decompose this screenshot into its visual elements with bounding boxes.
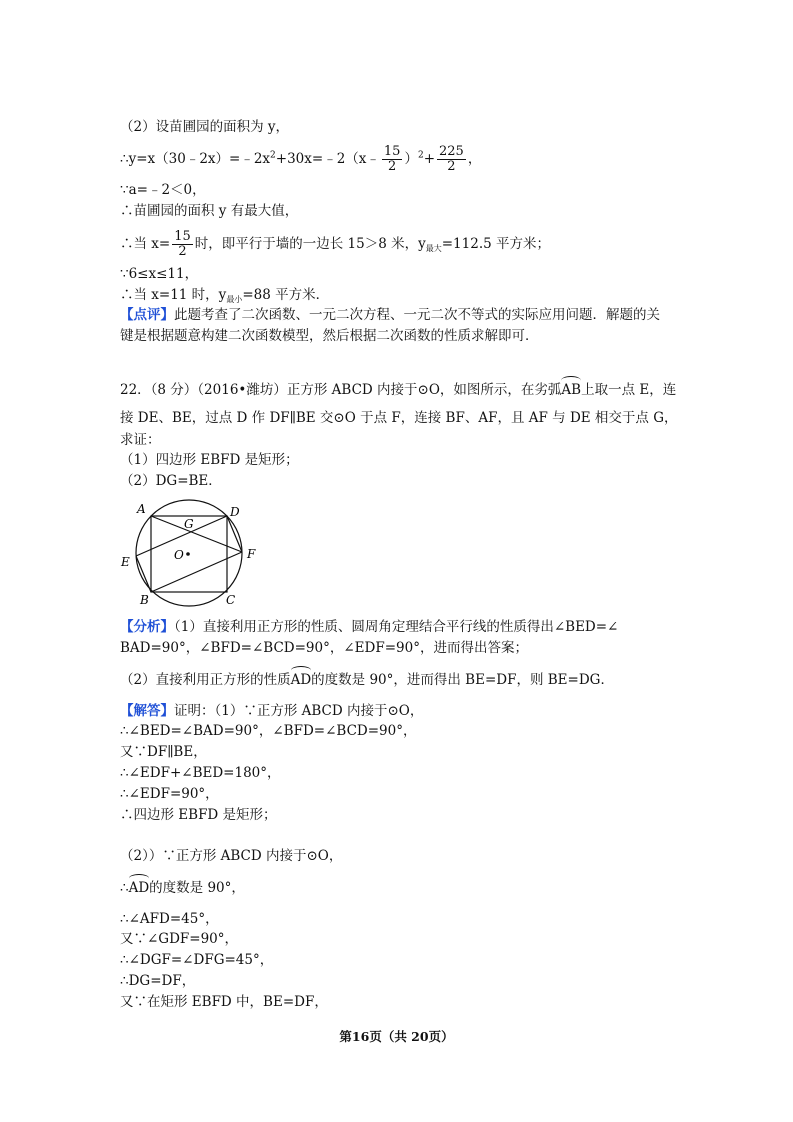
solution-line-10: 又∵∠GDF=90°，	[120, 931, 239, 947]
solution-line-4: ∴∠EDF+∠BED=180°，	[120, 765, 281, 781]
q22-line-4: （1）四边形 EBFD 是矩形；	[120, 452, 299, 468]
label-e: E	[121, 555, 130, 569]
solution-line-2: ∴∠BED=∠BAD=90°，∠BFD=∠BCD=90°，	[120, 723, 417, 739]
label-b: B	[140, 593, 149, 607]
part2-line-2: $\therefore y=x(30﹣2x)=﹣2x^2+30x=﹣2(x﹣$ $\frac{15}{2}$ ）$^2$+ $\frac{225}{2}$ ，	[120, 144, 482, 174]
solution-line-6: ∴四边形 EBFD 是矩形；	[120, 807, 277, 823]
part2-line-6: ∵6≤x≤11，	[120, 266, 199, 282]
segment-eb	[136, 556, 151, 592]
arc-ab: AB	[561, 382, 582, 398]
label-d: D	[230, 505, 240, 519]
label-g: G	[184, 517, 194, 531]
arc-ad: AD	[290, 672, 312, 688]
fraction: $\frac{15}{2}$	[174, 229, 191, 259]
part2-line-7: ∴当 x=11 时，$y_{最小}=88$ 平方米．	[120, 287, 330, 304]
solution-line-9: ∴∠AFD=45°，	[120, 911, 219, 927]
solution-tag: 【解答】	[120, 703, 174, 719]
segment-bf	[151, 552, 242, 592]
solution-line-13: 又∵在矩形 EBFD 中，BE=DF，	[120, 994, 328, 1010]
page-footer: 第16页（共 20页）	[339, 1029, 454, 1044]
solution-line-3: 又∵DF∥BE，	[120, 744, 207, 760]
analysis-tag: 【分析】	[120, 619, 174, 635]
fraction: $\frac{225}{2}$	[439, 144, 464, 174]
q22-line-3: 求证：	[120, 432, 161, 448]
analysis-line-3: （2）直接利用正方形的性质AD的度数是 90°，进而得出 BE=DF，则 BE=DG．	[120, 672, 614, 688]
geometry-figure	[118, 496, 268, 610]
label-a: A	[137, 502, 146, 516]
analysis-line-2: BAD=90°，∠BFD=∠BCD=90°，∠EDF=90°，进而得出答案；	[120, 640, 528, 656]
q22-line-2: 接 DE、BE，过点 D 作 DF∥BE 交⊙O 于点 F，连接 BF、AF，且 AF 与 DE 相交于点 G，	[120, 410, 678, 426]
solution-line-7: （2））∵正方形 ABCD 内接于⊙O，	[120, 848, 343, 864]
label-c: C	[226, 593, 236, 607]
part2-line-1: （2）设苗圃园的面积为 y，	[120, 119, 290, 135]
q22-line-5: （2）DG=BE．	[120, 473, 222, 489]
analysis-line-1: 【分析】（1）直接利用正方形的性质、圆周角定理结合平行线的性质得出∠BED=∠	[120, 619, 619, 635]
solution-line-1: 【解答】证明：（1）∵正方形 ABCD 内接于⊙O，	[120, 703, 424, 719]
part2-line-5: ∴当 x= $\frac{15}{2}$ 时，即平行于墙的一边长 15＞8 米，$y_{最大}=112.5$ 平方米；	[120, 229, 551, 259]
solution-line-12: ∴DG=DF，	[120, 973, 196, 989]
segment-af	[151, 516, 242, 552]
arc-ad-2: AD	[128, 880, 150, 896]
solution-line-5: ∴∠EDF=90°，	[120, 786, 219, 802]
comment-line-1: 【点评】此题考查了二次函数、一元二次方程、一元二次不等式的实际应用问题．解题的关	[120, 307, 660, 323]
fraction: $\frac{15}{2}$	[383, 144, 401, 174]
solution-line-8: ∴AD的度数是 90°，	[120, 880, 245, 896]
label-f: F	[247, 547, 256, 561]
part2-line-4: ∴苗圃园的面积 y 有最大值，	[120, 203, 299, 219]
comment-tag: 【点评】	[120, 307, 174, 323]
q22-line-1: 22．（8 分）（2016•潍坊）正方形 ABCD 内接于⊙O，如图所示，在劣弧AB上取一点 E，连	[120, 382, 677, 398]
label-o: O	[174, 548, 184, 562]
comment-line-2: 键是根据题意构建二次函数模型，然后根据二次函数的性质求解即可．	[120, 328, 539, 344]
solution-line-11: ∴∠DGF=∠DFG=45°，	[120, 952, 274, 968]
center-dot	[186, 552, 190, 556]
part2-line-3: ∵a=﹣2＜0，	[120, 182, 206, 198]
